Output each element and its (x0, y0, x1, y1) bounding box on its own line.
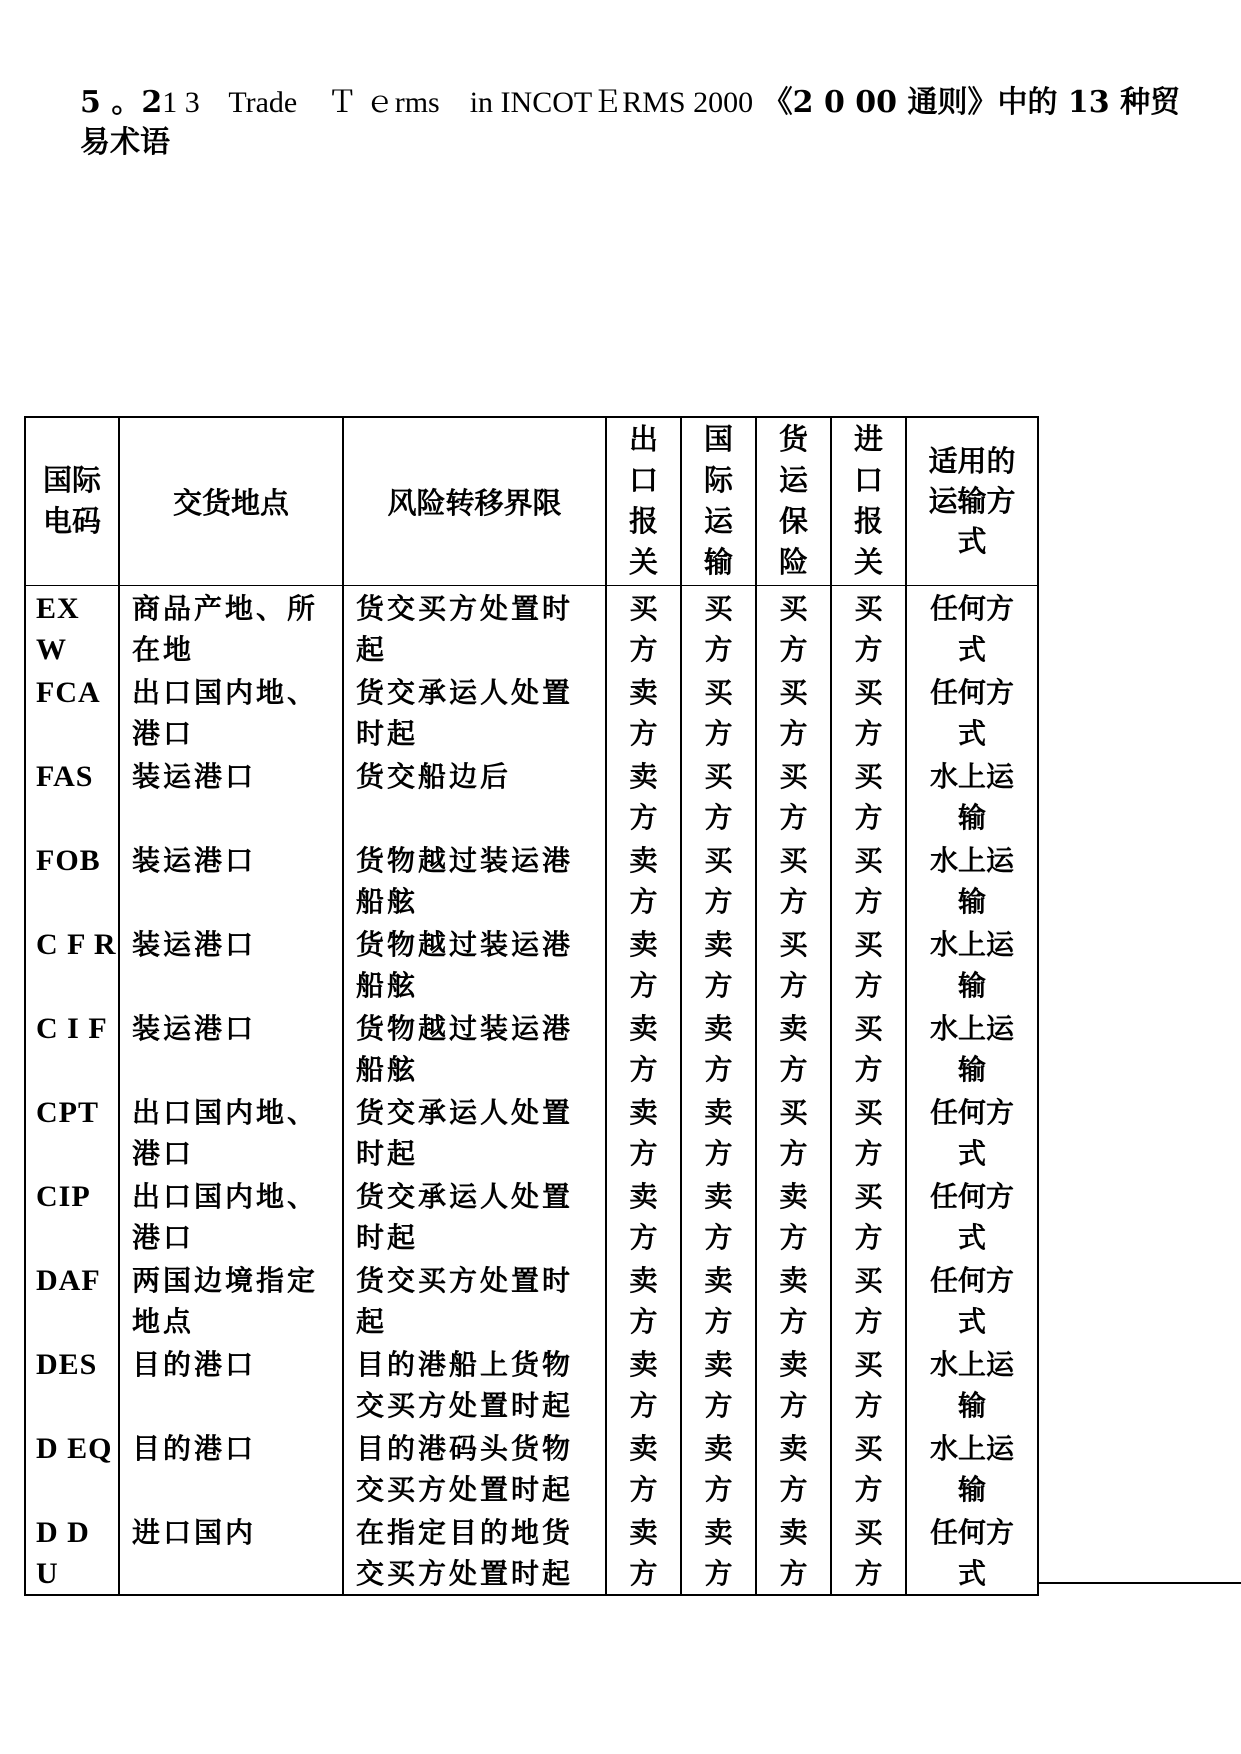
header-insurance-char: 保 (778, 504, 808, 539)
header-insurance-char: 险 (778, 545, 808, 580)
cell-mode (906, 1510, 1038, 1595)
cell-delivery (119, 922, 343, 1006)
cell-import-party (831, 754, 906, 838)
cell-import-party-text: 买 方 (854, 1431, 883, 1506)
cell-insurance-party (756, 754, 831, 838)
cell-code-text: FOB (36, 843, 101, 877)
cell-export-party-text: 卖 方 (629, 1179, 658, 1254)
cell-delivery-text: 出口国内地、港口 (132, 675, 319, 750)
cell-insurance-party-text: 卖 方 (779, 1011, 808, 1086)
table-row (25, 1174, 1038, 1258)
table-row (25, 1510, 1038, 1595)
cell-code (25, 1342, 119, 1426)
cell-transport-party (681, 1426, 756, 1510)
cell-import-party-text: 买 方 (854, 927, 883, 1002)
cell-delivery-text: 两国边境指定地点 (132, 1263, 319, 1338)
cell-transport-party-text: 卖 方 (704, 1347, 733, 1422)
cell-code (25, 1006, 119, 1090)
header-code-line-1: 国际 (42, 463, 101, 498)
table-row (25, 1342, 1038, 1426)
cell-export-party (606, 1426, 681, 1510)
cell-risk (343, 1006, 606, 1090)
header-insurance-char: 货 (778, 422, 808, 457)
cell-delivery (119, 1426, 343, 1510)
cell-delivery-text: 装运港口 (132, 927, 257, 961)
cell-delivery-text: 装运港口 (132, 1011, 257, 1045)
cell-mode (906, 1426, 1038, 1510)
cell-transport-party (681, 1342, 756, 1426)
cell-code-text: FAS (36, 759, 94, 793)
cell-mode-text: 水上运输 (929, 927, 1014, 1002)
cell-delivery (119, 585, 343, 670)
cell-code (25, 670, 119, 754)
cell-insurance-party (756, 838, 831, 922)
cell-export-party-text: 卖 方 (629, 1263, 658, 1338)
cell-mode-text: 水上运输 (929, 1431, 1014, 1506)
header-code-line-2: 电码 (42, 504, 101, 539)
header-transport-char: 运 (703, 504, 733, 539)
cell-risk (343, 1090, 606, 1174)
table-row (25, 1090, 1038, 1174)
cell-insurance-party (756, 1510, 831, 1595)
cell-delivery (119, 1006, 343, 1090)
cell-import-party (831, 585, 906, 670)
cell-code (25, 585, 119, 670)
cell-delivery (119, 1510, 343, 1595)
cell-delivery-text: 进口国内 (132, 1515, 257, 1549)
cell-delivery-text: 商品产地、所在地 (132, 591, 319, 666)
cell-transport-party-text: 卖 方 (704, 1431, 733, 1506)
cell-insurance-party-text: 卖 方 (779, 1347, 808, 1422)
cell-code-text: DES (36, 1347, 98, 1381)
cell-mode (906, 1174, 1038, 1258)
header-code (25, 417, 119, 585)
header-import-clearance (831, 417, 906, 585)
cell-insurance-party (756, 922, 831, 1006)
cell-mode-text: 水上运输 (929, 759, 1014, 834)
heading-number: 5 。2 (80, 85, 163, 120)
cell-code (25, 754, 119, 838)
header-mode (906, 417, 1038, 585)
header-insurance (756, 417, 831, 585)
cell-export-party (606, 1510, 681, 1595)
cell-risk (343, 1510, 606, 1595)
cell-export-party-text: 卖 方 (629, 1095, 658, 1170)
cell-delivery (119, 1090, 343, 1174)
cell-insurance-party (756, 670, 831, 754)
cell-insurance-party (756, 1426, 831, 1510)
cell-mode (906, 754, 1038, 838)
cell-code-text: FCA (36, 675, 101, 709)
cell-transport-party (681, 1258, 756, 1342)
cell-risk-text: 目的港船上货物交买方处置时起 (356, 1347, 574, 1422)
cell-transport-party (681, 670, 756, 754)
cell-risk-text: 货交承运人处置时起 (356, 675, 574, 750)
header-import-char: 进 (853, 422, 883, 457)
cell-import-party (831, 670, 906, 754)
cell-mode-text: 水上运输 (929, 1011, 1014, 1086)
cell-mode (906, 585, 1038, 670)
cell-transport-party (681, 585, 756, 670)
cell-import-party (831, 1174, 906, 1258)
cell-insurance-party-text: 买 方 (779, 843, 808, 918)
cell-insurance-party-text: 卖 方 (779, 1431, 808, 1506)
cell-insurance-party (756, 1342, 831, 1426)
table-row (25, 585, 1038, 670)
cell-risk (343, 1174, 606, 1258)
section-heading (80, 83, 1190, 163)
cell-mode (906, 1090, 1038, 1174)
cell-mode (906, 1006, 1038, 1090)
cell-import-party-text: 买 方 (854, 1347, 883, 1422)
cell-export-party-text: 卖 方 (629, 1515, 658, 1590)
cell-import-party-text: 买 方 (854, 759, 883, 834)
cell-delivery (119, 838, 343, 922)
incoterms-table (24, 416, 1039, 1596)
cell-import-party-text: 买 方 (854, 1011, 883, 1086)
cell-delivery (119, 1342, 343, 1426)
cell-transport-party-text: 卖 方 (704, 1263, 733, 1338)
cell-risk-text: 在指定目的地货交买方处置时起 (356, 1515, 574, 1590)
cell-mode-text: 任何方式 (929, 1095, 1014, 1170)
cell-code (25, 1510, 119, 1595)
cell-risk-text: 货物越过装运港船舷 (356, 927, 574, 1002)
cell-risk-text: 货物越过装运港船舷 (356, 843, 574, 918)
cell-code-text: CPT (36, 1095, 99, 1129)
header-transport-char: 际 (703, 463, 733, 498)
cell-mode (906, 922, 1038, 1006)
cell-risk (343, 1426, 606, 1510)
table-row (25, 838, 1038, 922)
cell-mode-text: 任何方式 (929, 1263, 1014, 1338)
cell-code (25, 922, 119, 1006)
cell-risk (343, 922, 606, 1006)
cell-export-party (606, 1174, 681, 1258)
cell-import-party (831, 1342, 906, 1426)
cell-mode-text: 水上运输 (929, 1347, 1014, 1422)
cell-risk-text: 货交船边后 (356, 759, 512, 793)
cell-mode-text: 任何方式 (929, 675, 1014, 750)
cell-delivery (119, 1258, 343, 1342)
cell-delivery (119, 1174, 343, 1258)
cell-transport-party (681, 1174, 756, 1258)
cell-code-text: C I F (36, 1011, 108, 1045)
header-export-char: 出 (628, 422, 658, 457)
cell-mode-text: 水上运输 (929, 843, 1014, 918)
cell-code-text: C F R (36, 927, 117, 961)
cell-delivery-text: 出口国内地、港口 (132, 1179, 319, 1254)
cell-export-party (606, 838, 681, 922)
cell-risk (343, 585, 606, 670)
cell-code (25, 1090, 119, 1174)
header-risk: 风险转移界限 (343, 417, 606, 585)
table-row (25, 1006, 1038, 1090)
header-import-char: 关 (853, 545, 883, 580)
cell-import-party (831, 1006, 906, 1090)
cell-transport-party-text: 买 方 (704, 759, 733, 834)
table-header-row (25, 417, 1038, 585)
cell-code (25, 838, 119, 922)
header-transport-char: 输 (703, 545, 733, 580)
cell-transport-party-text: 卖 方 (704, 1515, 733, 1590)
table-row (25, 754, 1038, 838)
table-row (25, 670, 1038, 754)
cell-code (25, 1258, 119, 1342)
cell-export-party-text: 卖 方 (629, 1347, 658, 1422)
header-import-char: 报 (853, 504, 883, 539)
cell-import-party-text: 买 方 (854, 675, 883, 750)
cell-insurance-party-text: 买 方 (779, 927, 808, 1002)
cell-import-party-text: 买 方 (854, 1095, 883, 1170)
cell-risk-text: 目的港码头货物交买方处置时起 (356, 1431, 574, 1506)
cell-export-party (606, 922, 681, 1006)
cell-import-party-text: 买 方 (854, 1263, 883, 1338)
cell-export-party-text: 卖 方 (629, 927, 658, 1002)
cell-delivery (119, 670, 343, 754)
table-row (25, 922, 1038, 1006)
cell-mode (906, 1258, 1038, 1342)
cell-delivery (119, 754, 343, 838)
cell-risk (343, 1342, 606, 1426)
cell-transport-party (681, 1006, 756, 1090)
cell-export-party-text: 卖 方 (629, 675, 658, 750)
heading-number-suffix: 1 3 (162, 86, 200, 119)
cell-transport-party-text: 买 方 (704, 591, 733, 666)
cell-insurance-party (756, 1174, 831, 1258)
header-export-char: 报 (628, 504, 658, 539)
cell-delivery-text: 出口国内地、港口 (132, 1095, 319, 1170)
cell-transport-party (681, 1090, 756, 1174)
cell-risk-text: 货物越过装运港船舷 (356, 1011, 574, 1086)
table-row (25, 1258, 1038, 1342)
cell-insurance-party-text: 卖 方 (779, 1179, 808, 1254)
cell-risk-text: 货交承运人处置时起 (356, 1179, 574, 1254)
cell-transport-party-text: 买 方 (704, 843, 733, 918)
cell-import-party-text: 买 方 (854, 1179, 883, 1254)
cell-transport-party-text: 卖 方 (704, 1095, 733, 1170)
cell-insurance-party-text: 买 方 (779, 759, 808, 834)
cell-insurance-party (756, 1006, 831, 1090)
cell-insurance-party (756, 585, 831, 670)
cell-export-party (606, 585, 681, 670)
header-import-char: 口 (853, 463, 883, 498)
cell-export-party-text: 买 方 (629, 591, 658, 666)
cell-insurance-party-text: 买 方 (779, 591, 808, 666)
cell-code-text: DAF (36, 1263, 101, 1297)
header-insurance-char: 运 (778, 463, 808, 498)
header-delivery: 交货地点 (119, 417, 343, 585)
header-export-clearance (606, 417, 681, 585)
header-export-char: 口 (628, 463, 658, 498)
cell-delivery-text: 装运港口 (132, 759, 257, 793)
cell-export-party (606, 1090, 681, 1174)
cell-risk (343, 754, 606, 838)
header-transport (681, 417, 756, 585)
cell-insurance-party (756, 1090, 831, 1174)
cell-import-party-text: 买 方 (854, 591, 883, 666)
cell-risk (343, 838, 606, 922)
header-mode-label: 适用的运输方式 (928, 444, 1016, 559)
cell-risk-text: 货交承运人处置时起 (356, 1095, 574, 1170)
cell-transport-party-text: 买 方 (704, 675, 733, 750)
cell-code (25, 1174, 119, 1258)
cell-import-party (831, 1510, 906, 1595)
cell-mode (906, 1342, 1038, 1426)
cell-export-party (606, 1258, 681, 1342)
cell-export-party (606, 754, 681, 838)
cell-delivery-text: 装运港口 (132, 843, 257, 877)
cell-export-party-text: 卖 方 (629, 759, 658, 834)
heading-chinese: 《2 0 00 通则》中的 13 种贸易术语 (80, 85, 1181, 160)
cell-transport-party-text: 卖 方 (704, 927, 733, 1002)
cell-insurance-party-text: 卖 方 (779, 1263, 808, 1338)
cell-risk (343, 670, 606, 754)
cell-import-party-text: 买 方 (854, 843, 883, 918)
cell-insurance-party (756, 1258, 831, 1342)
cell-mode (906, 670, 1038, 754)
cell-export-party (606, 1006, 681, 1090)
cell-import-party (831, 1258, 906, 1342)
cell-insurance-party-text: 买 方 (779, 1095, 808, 1170)
cell-risk (343, 1258, 606, 1342)
cell-insurance-party-text: 卖 方 (779, 1515, 808, 1590)
cell-delivery-text: 目的港口 (132, 1431, 257, 1465)
cell-code (25, 1426, 119, 1510)
cell-export-party (606, 1342, 681, 1426)
cell-mode-text: 任何方式 (929, 591, 1014, 666)
cell-code-text: EX W (36, 591, 80, 666)
cell-risk-text: 货交买方处置时起 (356, 1263, 574, 1338)
header-transport-char: 国 (703, 422, 733, 457)
cell-import-party (831, 922, 906, 1006)
cell-transport-party (681, 922, 756, 1006)
cell-mode-text: 任何方式 (929, 1515, 1014, 1590)
cell-transport-party (681, 838, 756, 922)
cell-import-party (831, 1090, 906, 1174)
cell-transport-party-text: 卖 方 (704, 1179, 733, 1254)
cell-export-party-text: 卖 方 (629, 1431, 658, 1506)
cell-mode-text: 任何方式 (929, 1179, 1014, 1254)
cell-code-text: D EQ (36, 1431, 113, 1465)
table-bottom-rule-extension (1037, 1582, 1241, 1584)
cell-delivery-text: 目的港口 (132, 1347, 257, 1381)
heading-english: Trade Ｔ ｅrms in INCOTＥRMS 2000 (228, 86, 754, 119)
cell-mode (906, 838, 1038, 922)
cell-insurance-party-text: 买 方 (779, 675, 808, 750)
cell-transport-party-text: 卖 方 (704, 1011, 733, 1086)
cell-export-party-text: 卖 方 (629, 843, 658, 918)
cell-export-party (606, 670, 681, 754)
cell-import-party (831, 1426, 906, 1510)
cell-code-text: CIP (36, 1179, 91, 1213)
cell-export-party-text: 卖 方 (629, 1011, 658, 1086)
cell-code-text: D D U (36, 1515, 90, 1590)
cell-import-party-text: 买 方 (854, 1515, 883, 1590)
cell-transport-party (681, 754, 756, 838)
cell-import-party (831, 838, 906, 922)
header-export-char: 关 (628, 545, 658, 580)
cell-transport-party (681, 1510, 756, 1595)
table-row (25, 1426, 1038, 1510)
cell-risk-text: 货交买方处置时起 (356, 591, 574, 666)
